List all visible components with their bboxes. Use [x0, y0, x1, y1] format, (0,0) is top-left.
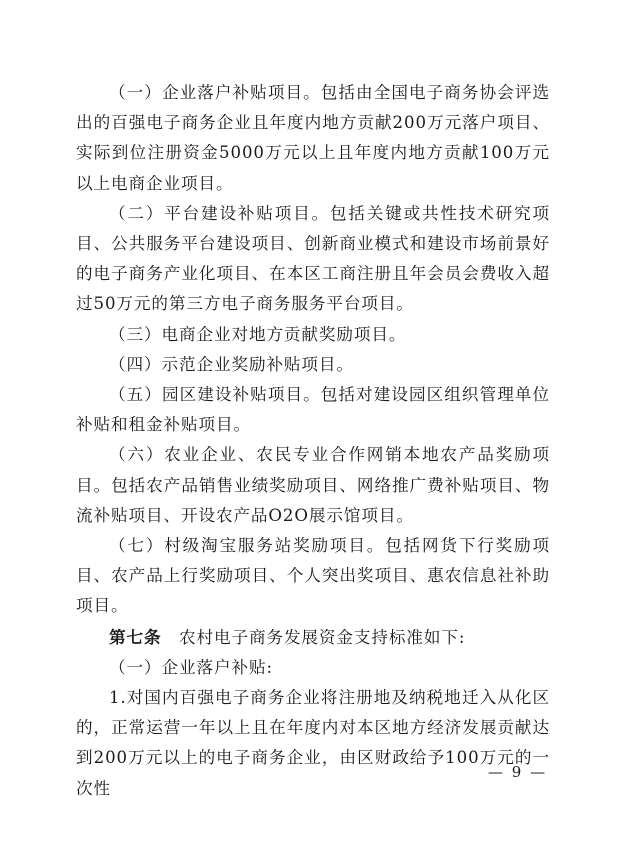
paragraph-text: （四）示范企业奖励补贴项目。	[109, 354, 354, 374]
paragraph-text: （五）园区建设补贴项目。包括对建设园区组织管理单位补贴和租金补贴项目。	[76, 385, 550, 435]
paragraph-platform-construction	[76, 199, 550, 320]
paragraph-text: （一）企业落户补贴:	[109, 657, 273, 677]
paragraph-item-one	[76, 683, 550, 804]
paragraph-agricultural-sales	[76, 440, 550, 531]
paragraph-text: （三）电商企业对地方贡献奖励项目。	[109, 324, 407, 344]
paragraph-text: （二）平台建设补贴项目。包括关键或共性技术研究项目、公共服务平台建设项目、创新商业模式和建设市场前景好的电子商务产业化项目、在本区工商注册且年会员会费收入超过50万元的第三方电子商务服务平台项目。	[76, 203, 550, 314]
document-body	[76, 78, 550, 804]
paragraph-text: （七）村级淘宝服务站奖励项目。包括网货下行奖励项目、农产品上行奖励项目、个人突出奖项目、惠农信息社补助项目。	[76, 536, 550, 616]
paragraph-text: （一）企业落户补贴项目。包括由全国电子商务协会评选出的百强电子商务企业且年度内地方贡献200万元落户项目、实际到位注册资金5000万元以上且年度内地方贡献100万元以上电商企业项目。	[76, 83, 550, 193]
article-seven	[76, 622, 550, 653]
paragraph-settlement-subsidy-heading	[76, 653, 550, 683]
page-number: — 9 —	[488, 763, 548, 781]
paragraph-local-contribution	[76, 320, 550, 350]
paragraph-enterprise-settlement	[76, 78, 550, 199]
paragraph-park-construction	[76, 380, 550, 440]
paragraph-text: 农村电子商务发展资金支持标准如下:	[161, 627, 466, 647]
paragraph-village-taobao	[76, 531, 550, 622]
paragraph-demonstration-enterprise	[76, 350, 550, 380]
paragraph-text: 1.对国内百强电子商务企业将注册地及纳税地迁入从化区的，正常运营一年以上且在年度内对本区地方经济发展贡献达到200万元以上的电子商务企业，由区财政给予100万元的一次性	[76, 688, 550, 798]
article-heading: 第七条	[109, 626, 162, 647]
paragraph-text: （六）农业企业、农民专业合作网销本地农产品奖励项目。包括农产品销售业绩奖励项目、网络推广费补贴项目、物流补贴项目、开设农产品O2O展示馆项目。	[76, 445, 550, 525]
